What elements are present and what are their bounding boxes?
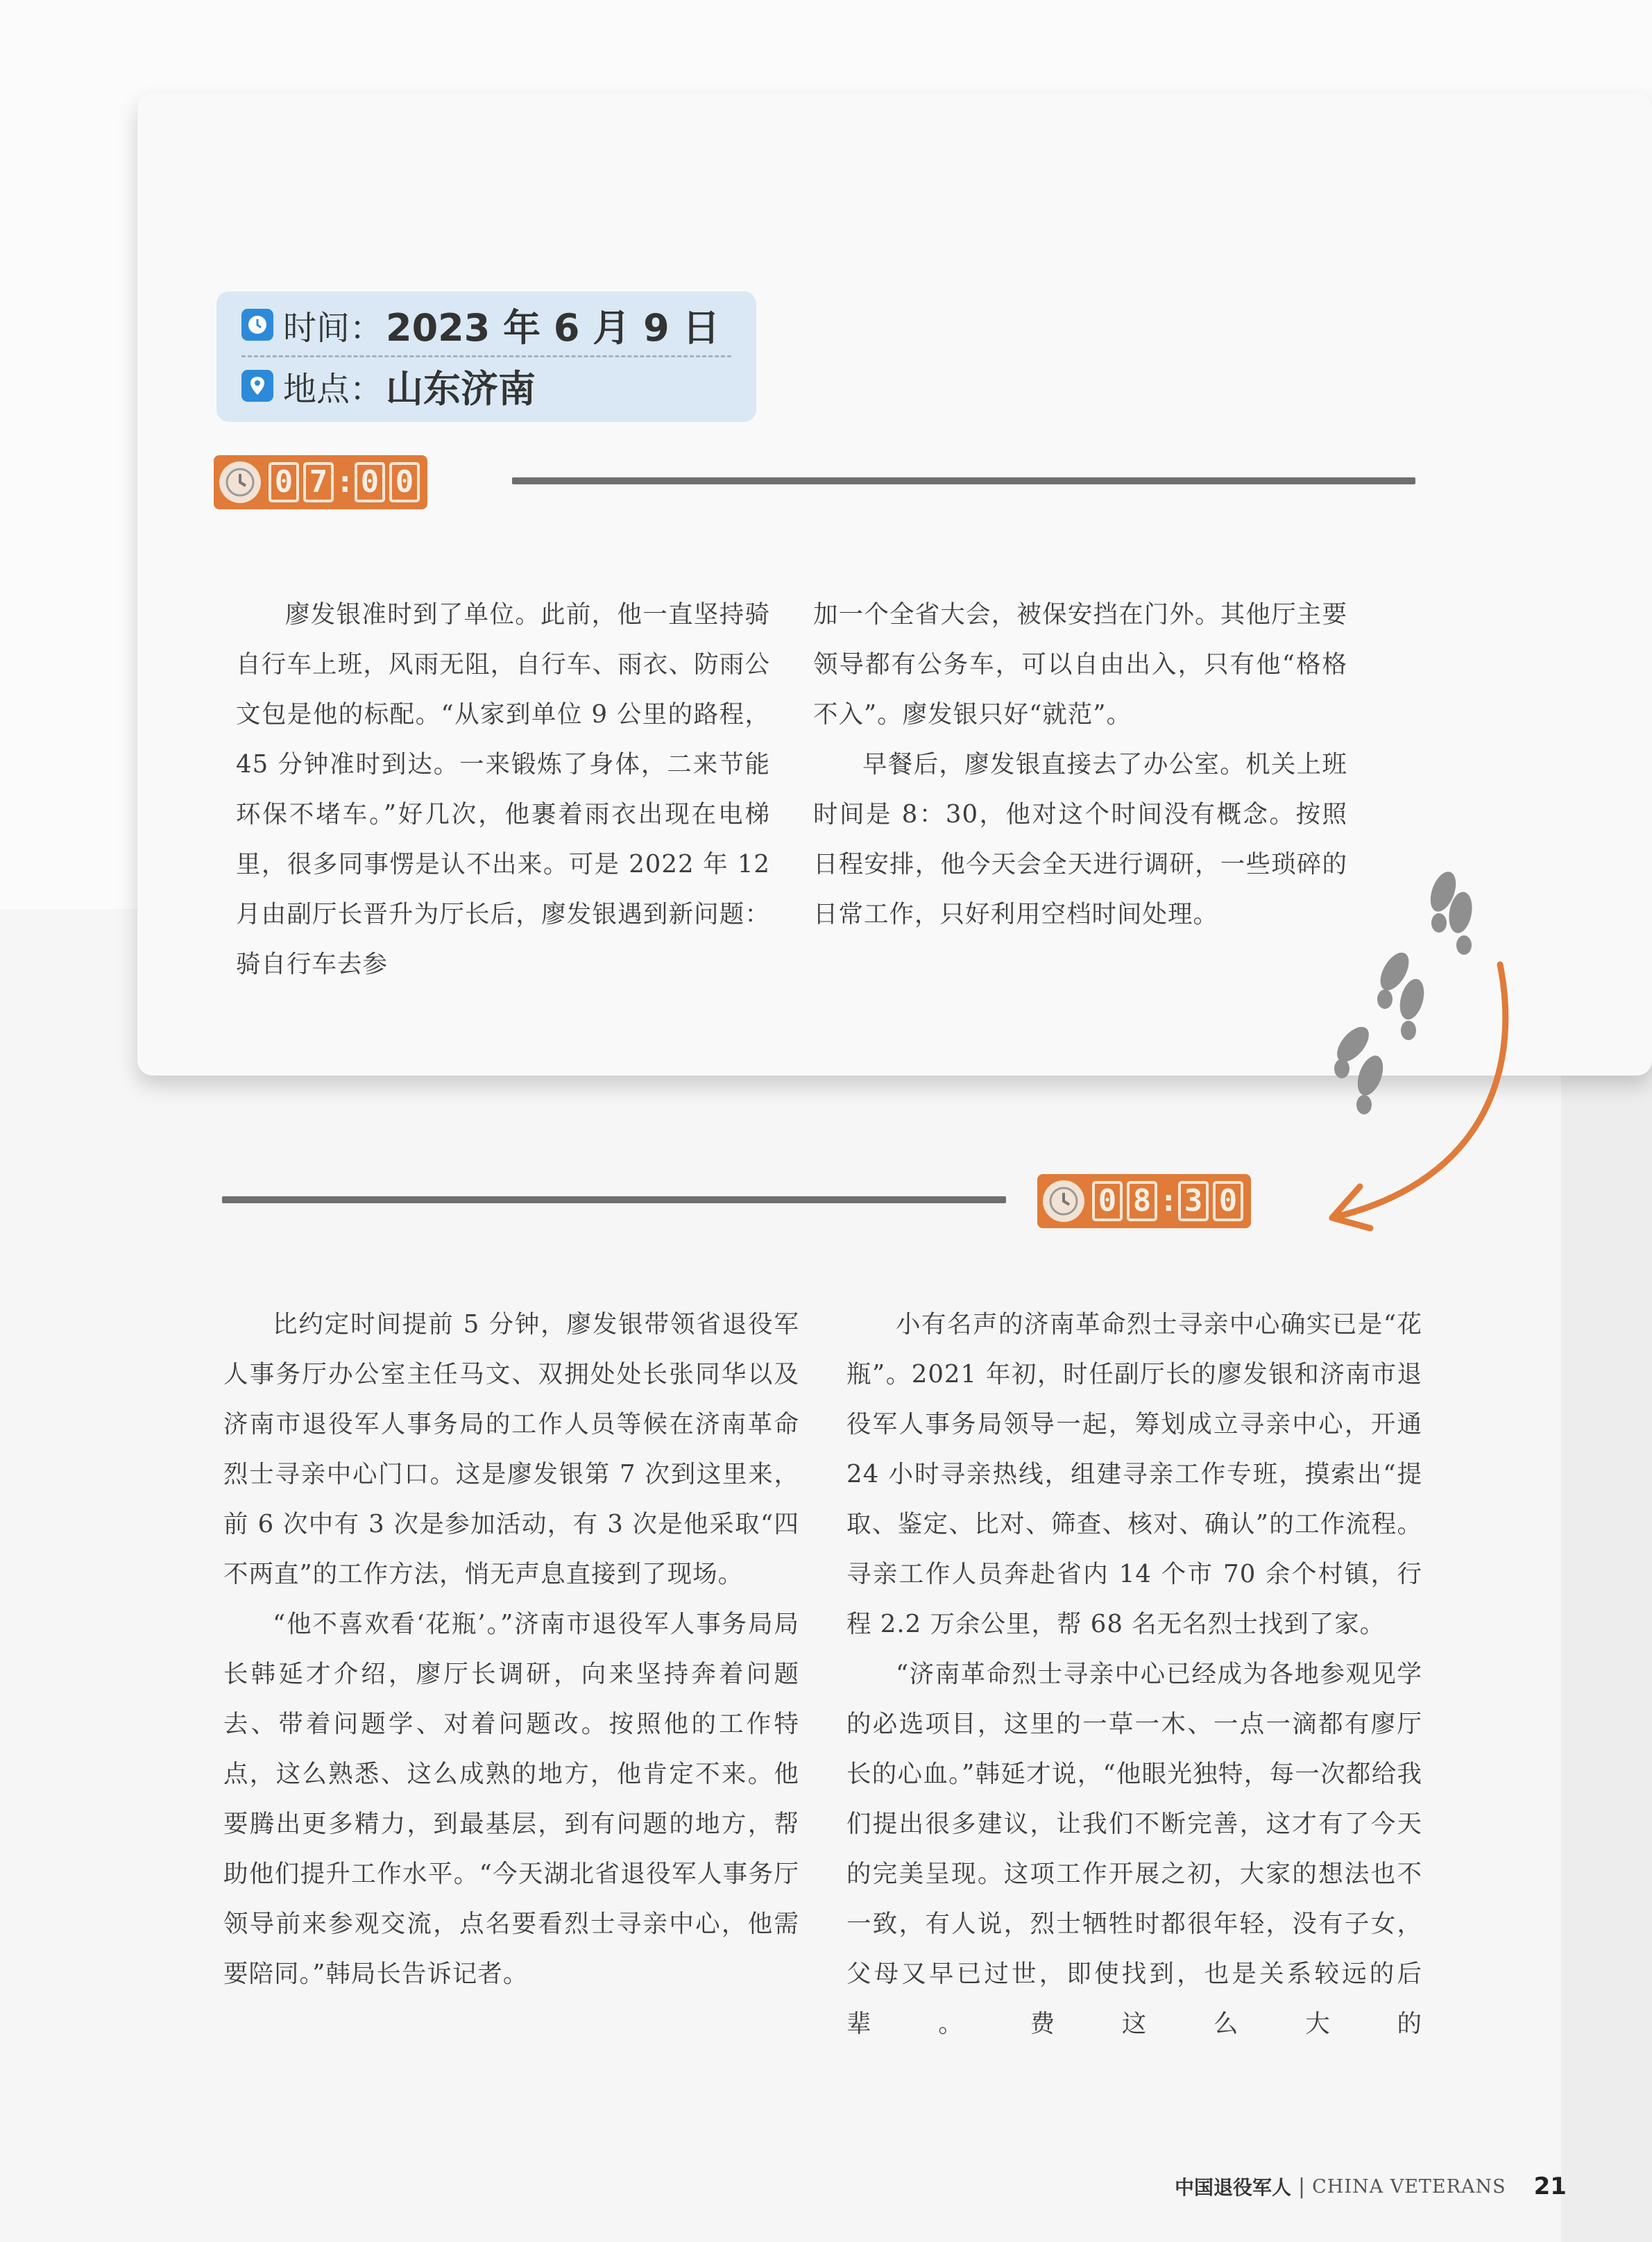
section2-left-column — [223, 1300, 799, 1999]
paragraph: 早餐后，廖发银直接去了办公室。机关上班时间是 8：30，他对这个时间没有概念。按照日程安排，他今天会全天进行调研，一些琐碎的日常工作，只好利用空档时间处理。 — [813, 750, 1347, 928]
page-number: 21 — [1533, 2173, 1567, 2200]
magazine-name: 中国退役军人 — [1175, 2176, 1292, 2199]
footprints-arrow-graphic — [1318, 860, 1526, 1235]
time-digit: 0 — [355, 462, 385, 502]
time-colon: : — [1159, 1183, 1178, 1218]
place-value: 山东济南 — [386, 366, 536, 411]
paragraph: 小有名声的济南革命烈士寻亲中心确实已是“花瓶”。2021 年初，时任副厅长的廖发银和济南市退役军人事务局领导一起，筹划成立寻亲中心，开通 24 小时寻亲热线，组建寻亲工作专班，摸索出“提取、鉴定、比对、筛查、核对、确认”的工作流程。寻亲工作人员奔赴省内 14 个市 70 余个村镇，行程 2.2 万余公里，帮 68 名无名烈士找到了家。 — [846, 1310, 1422, 1638]
time-digit: 7 — [303, 462, 334, 502]
time-badge-0830 — [1037, 1174, 1251, 1228]
time-digit: 8 — [1127, 1181, 1157, 1221]
paragraph: “济南革命烈士寻亲中心已经成为各地参观见学的必选项目，这里的一草一木、一点一滴都有廖厅长的心血。”韩延才说，“他眼光独特，每一次都给我们提出很多建议，让我们不断完善，这才有了今天的完美呈现。这项工作开展之初，大家的想法也不一致，有人说，烈士牺牲时都很年轻，没有子女，父母又早已过世，即使找到，也是关系较远的后辈。费这么大的 — [846, 1660, 1422, 2038]
time-value: 2023 年 6 月 9 日 — [386, 305, 720, 350]
section2-right-column — [846, 1300, 1422, 2049]
section-rule — [512, 477, 1415, 484]
place-row — [241, 358, 536, 414]
footer-separator: | — [1298, 2174, 1306, 2199]
time-digit: 0 — [1213, 1181, 1243, 1221]
footprints-icon — [1331, 868, 1475, 1114]
page-footer — [1175, 2167, 1567, 2206]
clock-icon — [241, 309, 273, 341]
time-row — [241, 297, 719, 353]
time-digit: 0 — [1092, 1181, 1123, 1221]
section1-left-column — [236, 590, 770, 990]
location-pin-icon — [241, 370, 273, 402]
time-colon: : — [336, 464, 355, 500]
magazine-english-name: CHINA VETERANS — [1312, 2175, 1506, 2198]
time-digit: 0 — [269, 462, 299, 502]
paragraph: 比约定时间提前 5 分钟，廖发银带领省退役军人事务厅办公室主任马文、双拥处处长张同华以及济南市退役军人事务局的工作人员等候在济南革命烈士寻亲中心门口。这是廖发银第 7 次到这里来，前 6 次中有 3 次是参加活动，有 3 次是他采取“四不两直”的工作方法，悄无声息直接到了现场。 — [223, 1310, 799, 1588]
section-rule — [222, 1196, 1006, 1203]
paragraph: “他不喜欢看‘花瓶’。”济南市退役军人事务局局长韩延才介绍，廖厅长调研，向来坚持奔着问题去、带着问题学、对着问题改。按照他的工作特点，这么熟悉、这么成熟的地方，他肯定不来。他要腾出更多精力，到最基层，到有问题的地方，帮助他们提升工作水平。“今天湖北省退役军人事务厅领导前来参观交流，点名要看烈士寻亲中心，他需要陪同。”韩局长告诉记者。 — [223, 1610, 799, 1988]
clock-icon — [1043, 1180, 1084, 1222]
time-digit: 3 — [1178, 1181, 1209, 1221]
info-box — [216, 291, 756, 422]
paragraph: 廖发银准时到了单位。此前，他一直坚持骑自行车上班，风雨无阻，自行车、雨衣、防雨公文包是他的标配。“从家到单位 9 公里的路程，45 分钟准时到达。一来锻炼了身体，二来节能环保不堵车。”好几次，他裹着雨衣出现在电梯里，很多同事愣是认不出来。可是 2022 年 12 月由副厅长晋升为厅长后，廖发银遇到新问题：骑自行车去参 — [236, 600, 770, 978]
section1-right-column — [813, 590, 1347, 940]
time-digit: 0 — [389, 462, 420, 502]
place-label: 地点： — [283, 369, 384, 409]
time-label: 时间： — [283, 308, 384, 348]
info-divider — [241, 355, 731, 357]
time-badge-0700 — [214, 455, 427, 509]
paragraph: 加一个全省大会，被保安挡在门外。其他厅主要领导都有公务车，可以自由出入，只有他“格格不入”。廖发银只好“就范”。 — [813, 600, 1347, 729]
clock-icon — [219, 461, 261, 503]
